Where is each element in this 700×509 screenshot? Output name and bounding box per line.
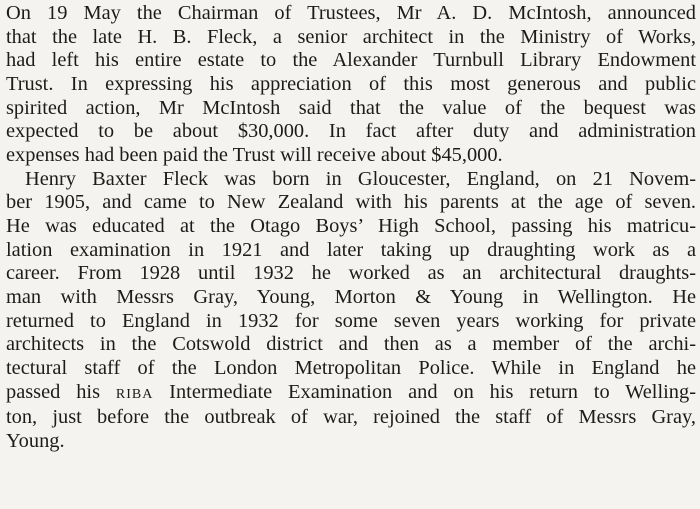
text-line: tectural staff of the London Metropolitan Police. While in England he	[6, 356, 696, 379]
text-line: returned to England in 1932 for some seven years working for private	[6, 309, 696, 332]
text-line: Henry Baxter Fleck was born in Gloucester, England, on 21 Novem-	[25, 167, 696, 190]
text-line: Young.	[6, 429, 65, 452]
text-line: On 19 May the Chairman of Trustees, Mr A. D. McIntosh, announced	[6, 2, 696, 24]
text-line: man with Messrs Gray, Young, Morton & Young in Wellington. He	[6, 285, 696, 308]
text-line: lation examination in 1921 and later taking up draughting work as a	[6, 238, 696, 261]
text-line: ber 1905, and came to New Zealand with his parents at the age of seven.	[6, 191, 696, 214]
text-line: Trust. In expressing his appreciation of this most generous and public	[6, 72, 696, 95]
text-line: He was educated at the Otago Boys’ High School, passing his matricu-	[6, 214, 696, 237]
text-line: architects in the Cotswold district and then as a member of the archi-	[6, 333, 696, 356]
text-line: had left his entire estate to the Alexander Turnbull Library Endowment	[6, 49, 696, 72]
text-line: that the late H. B. Fleck, a senior architect in the Ministry of Works,	[6, 25, 696, 48]
document-page	[6, 2, 696, 453]
text-line: expected to be about $30,000. In fact after duty and administration	[6, 120, 696, 143]
text-segment: passed his	[6, 380, 116, 403]
riba-abbreviation: RIBA	[115, 386, 154, 402]
text-segment: Intermediate Examination and on his return to Welling-	[153, 380, 696, 403]
paragraph-fleck-biography	[6, 168, 696, 454]
text-line: spirited action, Mr McIntosh said that the value of the bequest was	[6, 96, 696, 119]
paragraph-bequest-announcement	[6, 2, 696, 168]
text-line-riba	[6, 381, 696, 407]
text-line: career. From 1928 until 1932 he worked as an architectural draughts-	[6, 262, 696, 285]
text-line: expenses had been paid the Trust will receive about $45,000.	[6, 143, 503, 166]
text-line: ton, just before the outbreak of war, rejoined the staff of Messrs Gray,	[6, 406, 696, 429]
